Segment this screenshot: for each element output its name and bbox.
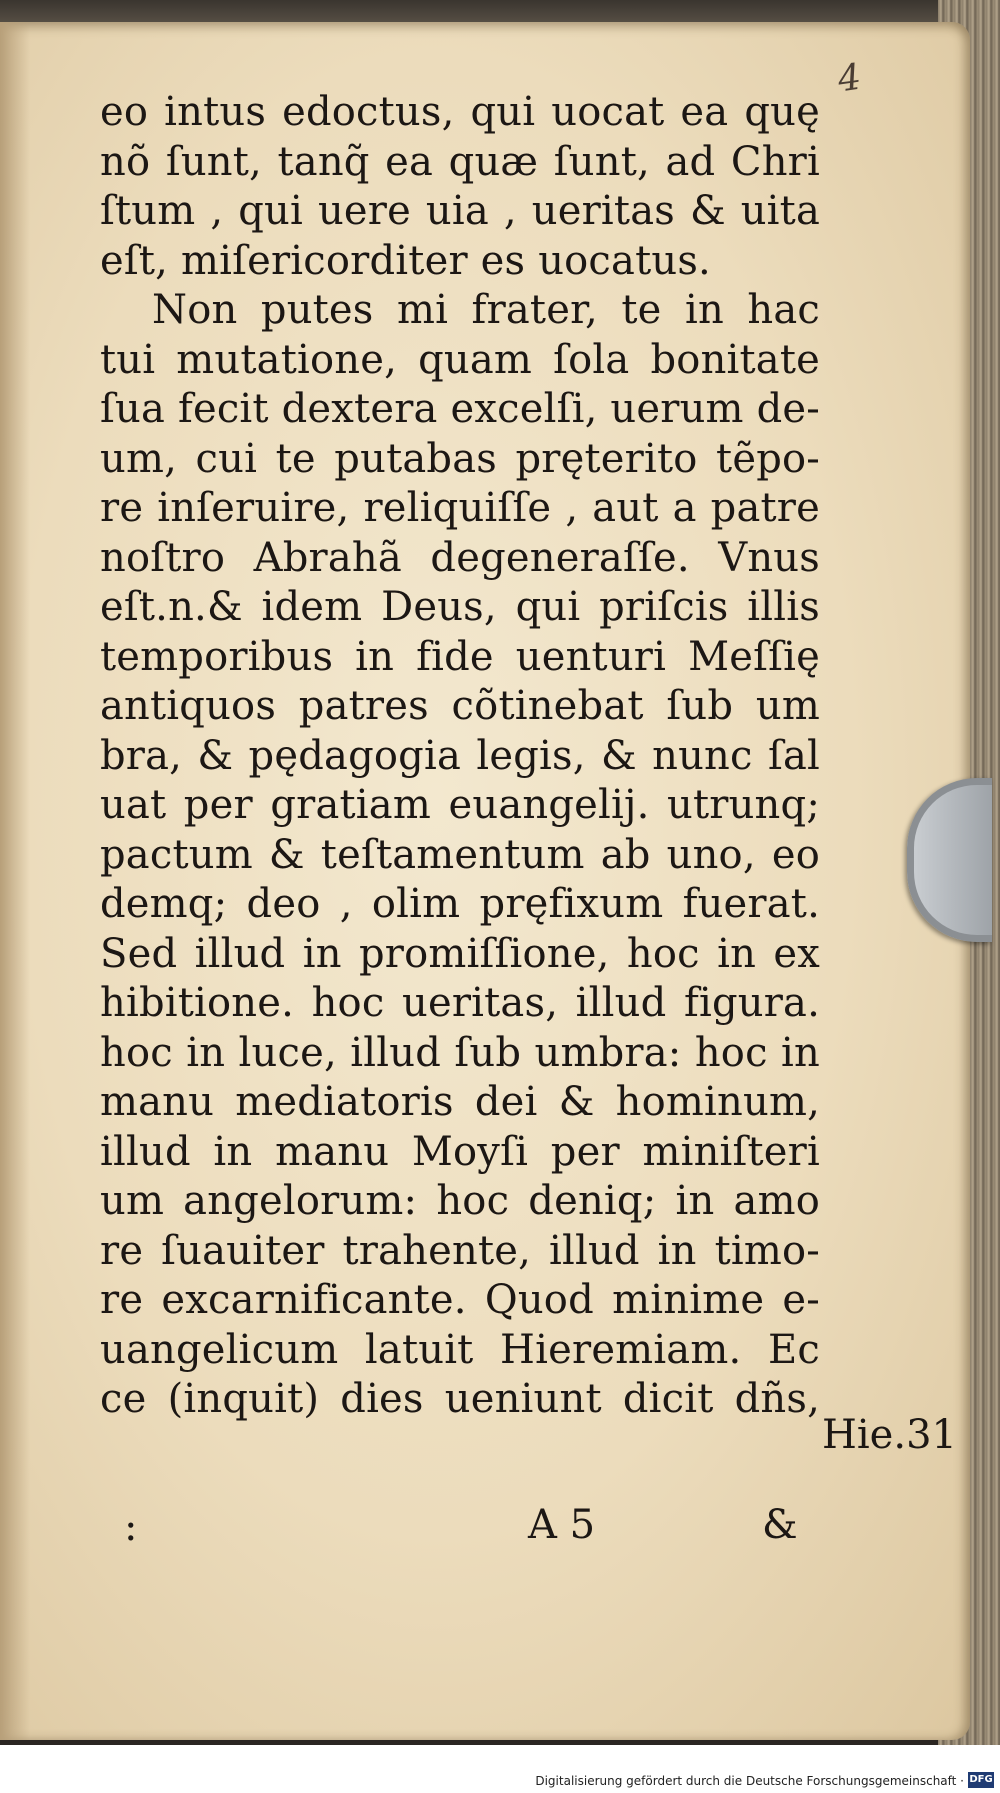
text-line: hoc in luce, illud ſub umbra: hoc in [100, 1029, 820, 1076]
text-line: uangelicum latuit Hieremiam. Ec [100, 1326, 820, 1373]
text-line: re inſeruire, reliquiſſe , aut a patre [100, 485, 820, 531]
catchword: & [762, 1502, 798, 1548]
text-line: illud in manu Moyſi per miniſteri [100, 1128, 820, 1175]
text-line: hibitione. hoc ueritas, illud figura. [100, 980, 820, 1026]
text-line: re ſuauiter trahente, illud in timo- [100, 1227, 820, 1274]
dfg-logo: DFG [968, 1772, 994, 1788]
text-line: ce (inquit) dies ueniunt dicit dñs, [100, 1376, 820, 1422]
text-line: um angelorum: hoc deniq; in amo [100, 1178, 820, 1224]
text-line: nõ ſunt, tanq̃ ea quæ ſunt, ad Chri [100, 138, 820, 185]
text-line: pactum & teſtamentum ab uno, eo [100, 831, 820, 878]
text-line: Sed illud in promiſſione, hoc in ex [100, 930, 820, 977]
text-line: ſtum , qui uere uia , ueritas & uita [100, 188, 820, 234]
text-line: re excarnificante. Quod minime e- [100, 1277, 820, 1323]
signature-dot: : [124, 1504, 138, 1550]
text-line: eo intus edoctus, qui uocat ea quę [100, 89, 820, 135]
text-line: eſt.n.& idem Deus, qui priſcis illis [100, 584, 820, 630]
marginal-reference: Hie.31 [822, 1412, 957, 1458]
text-line: demq; deo , olim pręfixum fuerat. [100, 881, 820, 927]
text-line: Non putes mi frater, te in hac [152, 287, 820, 333]
text-line: um, cui te putabas pręterito tẽpo- [100, 435, 820, 482]
text-line: uat per gratiam euangelij. utrunq; [100, 782, 820, 828]
text-line: eſt, miſericorditer es uocatus. [100, 237, 711, 284]
text-line: noſtro Abrahã degeneraſſe. Vnus [100, 534, 820, 581]
text-line: ſua fecit dextera excelſi, uerum de- [100, 386, 820, 432]
text-line: antiquos patres cõtinebat ſub um [100, 683, 820, 729]
text-line: manu mediatoris dei & hominum, [100, 1079, 820, 1125]
signature-mark: A 5 [528, 1502, 596, 1548]
digitization-credit: Digitalisierung gefördert durch die Deutsche Forschungsgemeinschaft · [535, 1774, 964, 1788]
body-text [100, 88, 820, 1425]
text-line: temporibus in fide uenturi Meſſię [100, 633, 820, 680]
page-gutter [0, 22, 30, 1740]
text-line: bra, & pędagogia legis, & nunc ſal [100, 732, 820, 779]
text-line: tui mutatione, quam ſola bonitate [100, 336, 820, 383]
folio-number: 4 [835, 56, 864, 101]
